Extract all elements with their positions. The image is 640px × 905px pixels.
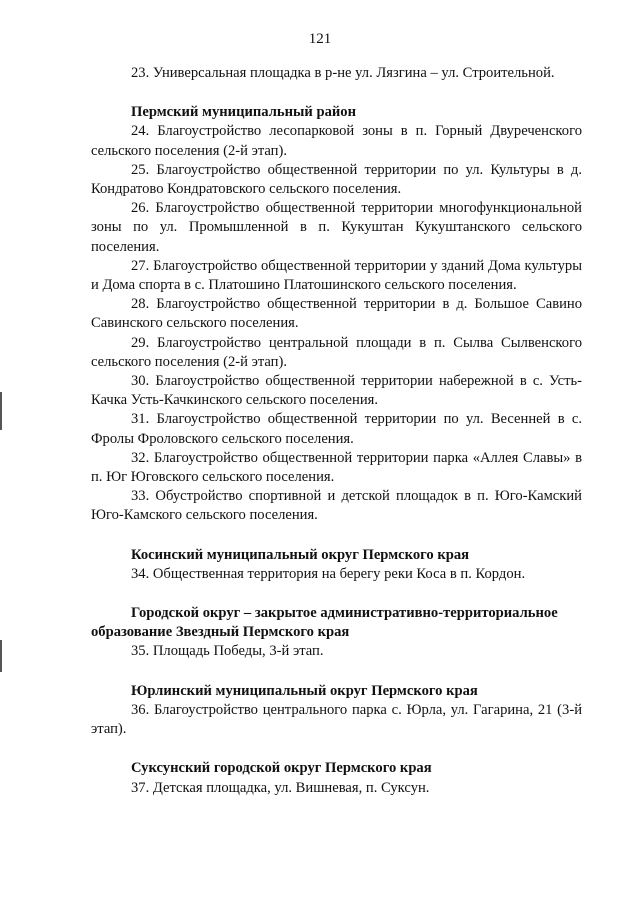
list-item: 29. Благоустройство центральной площади в п. Сылва Сылвенского сельского поселения (2-й этап). (91, 334, 582, 370)
section-heading: Косинский муниципальный округ Пермского края (131, 546, 470, 563)
section-spacer (91, 584, 582, 604)
section-spacer (91, 526, 582, 546)
list-item: 24. Благоустройство лесопарковой зоны в п. Горный Двуреченского сельского поселения (2-й этап). (91, 123, 582, 159)
section-spacer (91, 662, 582, 682)
section-spacer (91, 83, 582, 103)
list-item: 26. Благоустройство общественной территории многофункциональной зоны по ул. Промышленной в п. Кукуштан Кукуштанского сельского поселения. (91, 200, 582, 255)
list-item: 30. Благоустройство общественной территории набережной в с. Усть-Качка Усть-Качкинского сельского поселения. (91, 373, 582, 409)
scan-edge-mark (0, 392, 2, 430)
list-item: 35. Площадь Победы, 3-й этап. (131, 643, 324, 660)
list-item: 28. Благоустройство общественной территории в д. Большое Савино Савинского сельского поселения. (91, 296, 582, 332)
scan-edge-mark (0, 640, 2, 672)
list-item: 31. Благоустройство общественной территории по ул. Весенней в с. Фролы Фроловского сельского поселения. (91, 411, 582, 447)
page-number: 121 (308, 31, 332, 47)
section-heading: Городской округ – закрытое административно-территориальное образование Звездный Пермского края (91, 605, 558, 641)
section-heading: Пермский муниципальный район (131, 104, 357, 121)
section-heading: Юрлинский муниципальный округ Пермского края (131, 682, 478, 699)
list-item: 25. Благоустройство общественной территории по ул. Культуры в д. Кондратово Кондратовского сельского поселения. (91, 161, 582, 198)
list-item: 34. Общественная территория на берегу реки Коса в п. Кордон. (131, 565, 526, 582)
document-body (91, 64, 582, 798)
section-spacer (91, 739, 582, 759)
list-item: 33. Обустройство спортивной и детской площадок в п. Юго-Камский Юго-Камского сельского поселения. (91, 488, 582, 524)
list-item: 32. Благоустройство общественной территории парка «Аллея Славы» в п. Юг Юговского сельского поселения. (91, 449, 582, 486)
section-heading: Суксунский городской округ Пермского края (131, 760, 432, 777)
list-item: 36. Благоустройство центрального парка с. Юрла, ул. Гагарина, 21 (3-й этап). (91, 701, 582, 738)
list-item: 37. Детская площадка, ул. Вишневая, п. Суксун. (131, 779, 430, 796)
list-item: 27. Благоустройство общественной территории у зданий Дома культуры и Дома спорта в с. Платошино Платошинского сельского поселения. (91, 257, 582, 294)
list-item: 23. Универсальная площадка в р-не ул. Лязгина – ул. Строительной. (131, 65, 555, 81)
